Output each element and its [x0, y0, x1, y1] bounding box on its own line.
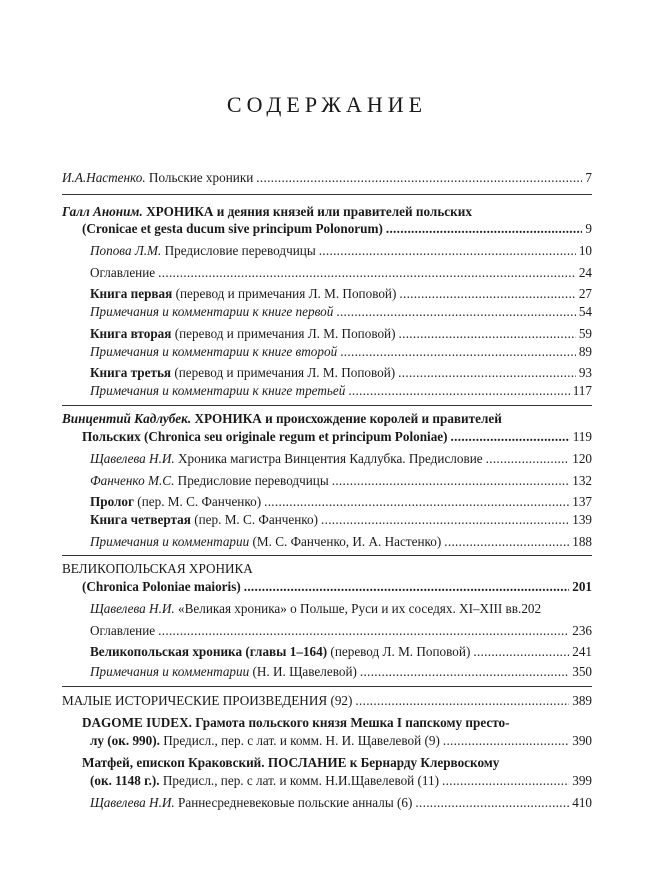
entry-title: Примечания и комментарии	[90, 664, 250, 679]
page-number: 236	[572, 623, 592, 638]
entry-title: Предисловие переводчицы	[161, 243, 316, 258]
page-number: 139	[572, 512, 592, 527]
dot-leader	[398, 364, 576, 381]
section-divider	[62, 686, 592, 687]
toc-entry[interactable]	[90, 732, 592, 749]
toc-entry[interactable]	[90, 364, 592, 381]
entry-note: (Н. И. Щавелевой)	[249, 664, 357, 679]
entry-title: Матфей, епископ Краковский. ПОСЛАНИЕ к Бернарду Клервоскому	[82, 755, 500, 770]
dot-leader	[399, 285, 575, 302]
entry-note: (перевод и примечания Л. М. Поповой)	[172, 286, 397, 301]
entry-author: Щавелева Н.И.	[90, 601, 175, 616]
page-number: 410	[572, 795, 592, 810]
toc-entry[interactable]	[90, 450, 592, 467]
dot-leader	[348, 382, 569, 399]
page-title: СОДЕРЖАНИЕ	[226, 92, 428, 117]
entry-title: Примечания и комментарии к книге первой	[90, 304, 334, 319]
toc-entry-line1	[82, 754, 499, 771]
dot-leader	[473, 643, 569, 660]
toc-entry[interactable]	[62, 692, 592, 709]
entry-title-cont: Польских (Chronica seu originale regum et principum Poloniae)	[82, 429, 448, 444]
entry-title: Книга третья	[90, 365, 172, 380]
page-number: 7	[585, 170, 592, 185]
entry-note: (М. С. Фанченко, И. А. Настенко)	[249, 534, 442, 549]
toc-entry[interactable]	[90, 643, 592, 660]
dot-leader	[244, 578, 569, 595]
dot-leader	[415, 794, 569, 811]
dot-leader	[256, 169, 582, 186]
entry-title: Примечания и комментарии	[90, 534, 250, 549]
entry-author: И.А.Настенко.	[62, 170, 146, 185]
dot-leader	[340, 343, 576, 360]
entry-note: (перевод Л. М. Поповой)	[327, 644, 471, 659]
entry-title: Пролог	[90, 494, 134, 509]
entry-author: Щавелева Н.И.	[90, 451, 175, 466]
page-number: 117	[572, 383, 592, 398]
toc-entry[interactable]	[90, 343, 592, 360]
dot-leader	[444, 533, 569, 550]
entry-title: Хроника магистра Винцентия Кадлубка. Предисловие	[174, 451, 483, 466]
page-number: 137	[572, 494, 592, 509]
page-number: 201	[572, 579, 592, 594]
entry-title: Примечания и комментарии к книге второй	[90, 344, 338, 359]
entry-author: Фанченко М.С.	[90, 473, 175, 488]
toc-entry[interactable]	[82, 220, 592, 237]
entry-title: МАЛЫЕ ИСТОРИЧЕСКИЕ ПРОИЗВЕДЕНИЯ (92)	[62, 693, 353, 708]
toc-entry[interactable]	[90, 285, 592, 302]
toc-entry[interactable]	[90, 325, 592, 342]
entry-title: Книга вторая	[90, 326, 172, 341]
entry-title-cont: (Cronicae et gesta ducum sive principum Polonorum)	[82, 221, 383, 236]
toc-entry[interactable]	[90, 794, 592, 811]
page-number: 350	[572, 664, 592, 679]
dot-leader	[158, 622, 569, 639]
entry-title-cont: (Chronica Poloniae maioris)	[82, 579, 241, 594]
toc-entry[interactable]	[62, 169, 592, 186]
toc-entry[interactable]	[90, 382, 592, 399]
entry-title: Великопольская хроника (главы 1–164)	[90, 644, 328, 659]
page-number: 54	[578, 304, 592, 319]
dot-leader	[399, 325, 576, 342]
page-number: 24	[578, 265, 592, 280]
page-number: 59	[578, 326, 592, 341]
dot-leader	[355, 692, 569, 709]
entry-note: (пер. М. С. Фанченко)	[134, 494, 262, 509]
page-number: 93	[578, 365, 592, 380]
toc-entry[interactable]	[90, 533, 592, 550]
dot-leader	[360, 663, 569, 680]
dot-leader	[443, 732, 569, 749]
entry-title: Примечания и комментарии к книге третьей	[90, 383, 346, 398]
entry-title: Книга четвертая	[90, 512, 191, 527]
page-number: 390	[572, 733, 592, 748]
entry-title-cont: лу (ок. 990).	[90, 733, 160, 748]
section-divider	[62, 405, 592, 406]
entry-title: «Великая хроника» о Польше, Руси и их соседях. XI–XIII вв.	[174, 601, 522, 616]
section-divider	[62, 555, 592, 556]
toc-entry[interactable]	[90, 472, 592, 489]
entry-title: Раннесредневековые польские анналы (6)	[174, 795, 413, 810]
toc-entry[interactable]	[90, 663, 592, 680]
entry-title: ХРОНИКА и деяния князей или правителей польских	[142, 204, 472, 219]
toc-entry[interactable]	[90, 493, 592, 510]
toc-entry[interactable]	[90, 772, 592, 789]
entry-title: DAGOME IUDEX. Грамота польского князя Мешка I папскому престо-	[82, 715, 510, 730]
entry-title: ХРОНИКА и происхождение королей и правителей	[191, 411, 502, 426]
section-divider	[62, 194, 592, 195]
page-number: 399	[572, 773, 592, 788]
entry-title: Польские хроники	[145, 170, 254, 185]
toc-entry[interactable]	[90, 511, 592, 528]
dot-leader	[442, 772, 569, 789]
page-number: 27	[578, 286, 592, 301]
toc-entry[interactable]	[90, 622, 592, 639]
dot-leader	[332, 472, 569, 489]
page-number: 389	[572, 693, 592, 708]
entry-note: Предисл., пер. с лат. и комм. Н.И.Щавелевой (11)	[159, 773, 440, 788]
page-number: 241	[572, 644, 592, 659]
dot-leader	[486, 450, 570, 467]
page-number: 202	[521, 601, 542, 616]
entry-author: Попова Л.М.	[90, 243, 162, 258]
toc-entry-line1	[62, 410, 502, 427]
entry-note: (перевод и примечания Л. М. Поповой)	[171, 326, 396, 341]
toc-entry[interactable]	[90, 264, 592, 281]
dot-leader	[319, 242, 576, 259]
page-number: 89	[578, 344, 592, 359]
entry-title-cont: (ок. 1148 г.).	[90, 773, 160, 788]
entry-author: Щавелева Н.И.	[90, 795, 175, 810]
dot-leader	[386, 220, 583, 237]
dot-leader	[158, 264, 576, 281]
toc-entry[interactable]	[82, 428, 592, 445]
page-number: 9	[585, 221, 592, 236]
toc-entry[interactable]	[90, 600, 592, 617]
page-number: 10	[578, 243, 592, 258]
entry-title: Книга первая	[90, 286, 173, 301]
entry-title: Оглавление	[90, 623, 156, 638]
toc-entry[interactable]	[90, 303, 592, 320]
entry-note: (пер. М. С. Фанченко)	[190, 512, 319, 527]
toc-entry-line1	[82, 714, 510, 731]
page-number: 188	[572, 534, 592, 549]
dot-leader	[264, 493, 569, 510]
entry-author: Винцентий Кадлубек.	[62, 411, 192, 426]
toc-entry[interactable]	[90, 242, 592, 259]
entry-author: Галл Аноним.	[62, 204, 143, 219]
dot-leader	[451, 428, 570, 445]
toc-entry-line1: ВЕЛИКОПОЛЬСКАЯ ХРОНИКА	[62, 561, 253, 576]
entry-note: Предисл., пер. с лат. и комм. Н. И. Щавелевой (9)	[159, 733, 440, 748]
dot-leader	[321, 511, 569, 528]
entry-note: (перевод и примечания Л. М. Поповой)	[171, 365, 396, 380]
toc-entry-line1	[62, 203, 472, 220]
page-number: 132	[572, 473, 592, 488]
dot-leader	[336, 303, 575, 320]
entry-title: Предисловие переводчицы	[174, 473, 329, 488]
entry-title: Оглавление	[90, 265, 156, 280]
toc-entry[interactable]	[82, 578, 592, 595]
page-number: 120	[572, 451, 592, 466]
page-number: 119	[572, 429, 592, 444]
